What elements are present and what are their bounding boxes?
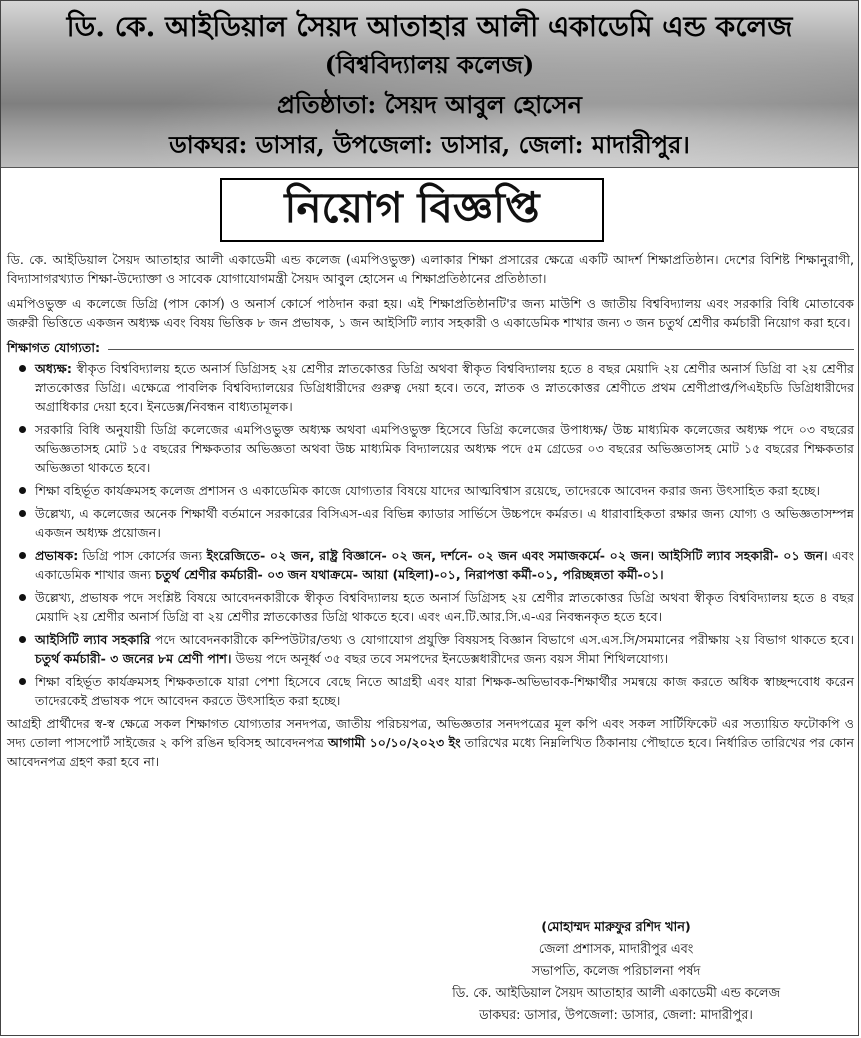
institution-name: ডি. কে. আইডিয়াল সৈয়দ আতাহার আলী একাডেমি এন্ড কলেজ [66, 10, 793, 43]
qualification-list [7, 359, 854, 710]
list-item [7, 359, 854, 416]
note-text: উল্লেখ্য, এ কলেজের অনেক শিক্ষার্থী বর্তমানে সরকারের বিসিএস-এর বিভিন্ন ক্যাডার সার্ভিসে উচ্চপদে কর্মরত। এ ধারাবাহিকতা রক্ষার জন্য যোগ্য ও অভিজ্ঞতাসম্পন্ন একজন অধ্যক্ষ প্রয়োজন। [35, 506, 854, 540]
bullet-icon [19, 426, 26, 433]
staff-requirement: চতুর্থ কর্মচারী- ৩ জনের ৮ম শ্রেণী পাশ। [35, 651, 232, 666]
teaching-encouragement-text: শিক্ষা বহির্ভূত কার্যক্রমসহ শিক্ষকতাকে যারা পেশা হিসেবে বেছে নিতে আগ্রহী এবং যারা শিক্ষক-অভিভাবক-শিক্ষার্থীর সমন্বয়ে কাজ করতে অধিক স্বাচ্ছন্দবোধ করেন তাদেরকেই প্রভাষক পদে আবেদন করতে উৎসাহিত করা হচ্ছে। [35, 674, 854, 708]
deadline: আগামী ১০/১০/২০২৩ ইং [327, 735, 461, 750]
notice-title: নিয়োগ বিজ্ঞপ্তি [220, 178, 604, 242]
bullet-icon [19, 678, 26, 685]
signatory-address: ডাকঘর: ডাসার, উপজেলা: ডাসার, জেলা: মাদারীপুর। [479, 1008, 753, 1023]
instructions-text: আগ্রহী প্রার্থীদের স্ব-স্ব ক্ষেত্রে সকল শিক্ষাগত যোগ্যতার সনদপত্র, জাতীয় পরিচয়পত্র, অভিজ্ঞতার সনদপত্রের মূল কপি এবং সকল সার্টিফিকেট এর সত্যায়িত ফটোকপি ও সদ্য তোলা পাসপোর্ট সাইজের ২ কপি রঙিন ছবিসহ আবেদনপত্র [7, 716, 854, 750]
bullet-icon [19, 636, 26, 643]
signature-block [396, 917, 836, 1027]
academic-branch-text: এবং একাডেমিক শাখার জন্য [35, 548, 855, 582]
list-item [7, 504, 854, 542]
bullet-icon [19, 487, 26, 494]
bullet-icon [19, 365, 26, 372]
list-item [7, 420, 854, 477]
age-limit-text: উভয় পদে অনূর্ধ্ব ৩৫ বছর তবে সমপদের ইনডেক্সধারীদের জন্য বয়স সীমা শিথিলযোগ্য। [231, 651, 669, 666]
list-item [7, 546, 854, 584]
list-item [7, 588, 854, 626]
staff-posts: চতুর্থ শ্রেণীর কর্মচারী- ০৩ জন যথাক্রমে- আয়া (মহিলা)-০১, নিরাপত্তা কর্মী-০১, পরিচ্ছন্নতা কর্মী-০১। [155, 567, 664, 582]
header-banner [1, 1, 858, 168]
lecturer-text: ডিগ্রি পাস কোর্সের জন্য [78, 548, 207, 563]
qualifications-label: শিক্ষাগত যোগ্যতা: [7, 340, 101, 355]
list-item [7, 481, 854, 500]
experience-text: সরকারি বিধি অনুযায়ী ডিগ্রি কলেজের এমপিওভুক্ত অধ্যক্ষ অথবা এমপিওভুক্ত হিসেবে ডিগ্রি কলেজের উপাধ্যক্ষ/ উচ্চ মাধ্যমিক কলেজের অধ্যক্ষ পদে ০৩ বছরের অভিজ্ঞতাসহ মোট ১৫ বছরের শিক্ষকতার অভিজ্ঞতা অথবা উচ্চ মাধ্যমিক বিদ্যালয়ের অধ্যক্ষ পদে ৫ম গ্রেডের ০৩ বছরের অভিজ্ঞতাসহ মোট ১৫ বছরের শিক্ষকতার অভিজ্ঞতা থাকতে হবে। [35, 422, 854, 475]
list-item [7, 630, 854, 668]
intro-paragraph-1: ডি. কে. আইডিয়াল সৈয়দ আতাহার আলী একাডেমী এন্ড কলেজ (এমপিওভুক্ত) এলাকার শিক্ষা প্রসারের ক্ষেত্রে একটি আদর্শ শিক্ষাপ্রতিষ্ঠান। দেশের বিশিষ্ট শিক্ষানুরাগী, বিদ্যাসাগরখ্যাত শিক্ষা-উদ্যোক্তা ও সাবেক যোগাযোগমন্ত্রী সৈয়দ আবুল হোসেন এ শিক্ষাপ্রতিষ্ঠানের প্রতিষ্ঠাতা। [7, 252, 854, 286]
principal-text: স্বীকৃত বিশ্ববিদ্যালয় হতে অনার্স ডিগ্রিসহ ২য় শ্রেণীর স্নাতকোত্তর ডিগ্রি অথবা স্বীকৃত বিশ্ববিদ্যালয় হতে ৪ বছর মেয়াদি ২য় শ্রেণীর অনার্স ডিগ্রি বা ২য় শ্রেণীর স্নাতকোত্তর ডিগ্রি। এক্ষেত্রে পাবলিক বিশ্ববিদ্যালয়ের ডিগ্রিধারীদের গুরুত্ব দেয়া হবে। তবে, স্নাতক ও স্নাতকোত্তর শ্রেণীতে প্রথম শ্রেণীপ্রাপ্ত/পিএইচডি ডিগ্রিধারীদের অগ্রাধিকার দেয়া হবে। ইনডেক্স/নিবন্ধন বাধ্যতামূলক। [35, 361, 854, 414]
signatory-institution: ডি. কে. আইডিয়াল সৈয়দ আতাহার আলী একাডেমী এন্ড কলেজ [452, 986, 780, 1001]
encouragement-text: শিক্ষা বহির্ভূত কার্যক্রমসহ কলেজ প্রশাসন ও একাডেমিক কাজে যোগ্যতার বিষয়ে যাদের আত্মবিশ্বাস রয়েছে, তাদেরকে আবেদন করার জন্য উৎসাহিত করা হচ্ছে। [35, 483, 820, 498]
ict-label: আইসিটি ল্যাব সহকারি [35, 632, 151, 647]
signatory-name: (মোহাম্মদ মারুফুর রশিদ খান) [541, 920, 691, 935]
institution-type: (বিশ্ববিদ্যালয় কলেজ) [324, 50, 535, 79]
intro-paragraph-2: এমপিওভুক্ত এ কলেজে ডিগ্রি (পাস কোর্স) ও অনার্স কোর্সে পাঠদান করা হয়। এই শিক্ষাপ্রতিষ্ঠানটি'র জন্য মাউশি ও জাতীয় বিশ্ববিদ্যালয় এবং সরকারি বিধি মোতাবেক জরুরী ভিত্তিতে একজন অধ্যক্ষ এবং বিষয় ভিত্তিক ৮ জন প্রভাষক, ১ জন আইসিটি ল্যাব সহকারী ও একাডেমিক শাখার জন্য ৩ জন চতুর্থ শ্রেণীর কর্মচারী নিয়োগ করা হবে। [7, 296, 854, 330]
signatory-title-1: জেলা প্রশাসক, মাদারীপুর এবং [538, 942, 694, 957]
principal-label: অধ্যক্ষ: [35, 361, 72, 376]
divider [108, 349, 854, 350]
lecturer-label: প্রভাষক: [35, 548, 79, 563]
lecturer-posts: ইংরেজিতে- ০২ জন, রাষ্ট্র বিজ্ঞানে- ০২ জন, দর্শনে- ০২ জন এবং সমাজকর্মে- ০২ জন। আইসিটি ল্যাব সহকারী- ০১ জন। [206, 548, 828, 563]
notice-body [7, 250, 854, 771]
bullet-icon [19, 552, 26, 559]
ict-text: পদে আবেদনকারীকে কম্পিউটার/তথ্য ও যোগাযোগ প্রযুক্তি বিষয়সহ বিজ্ঞান বিভাগে এস.এস.সি/সমমানের পরীক্ষায় ২য় বিভাগ থাকতে হবে। [150, 632, 854, 647]
lecturer-requirement-text: উল্লেখ্য, প্রভাষক পদে সংশ্লিষ্ট বিষয়ে আবেদনকারীকে স্বীকৃত বিশ্ববিদ্যালয় হতে অনার্স ডিগ্রিসহ ২য় শ্রেণীর স্নাতকোত্তর ডিগ্রি অথবা স্বীকৃত বিশ্ববিদ্যালয় হতে ৪ বছর মেয়াদি ২য় শ্রেণীর অনার্স ডিগ্রি বা ২য় শ্রেণীর স্নাতকোত্তর ডিগ্রি থাকতে হবে। এবং এন.টি.আর.সি.এ-এর নিবন্ধনকৃত হতে হবে। [35, 590, 854, 624]
address-line: ডাকঘর: ডাসার, উপজেলা: ডাসার, জেলা: মাদারীপুর। [169, 130, 690, 159]
signatory-title-2: সভাপতি, কলেজ পরিচালনা পর্ষদ [531, 964, 701, 979]
bullet-icon [19, 510, 26, 517]
qualifications-heading [7, 338, 854, 357]
founder-line: প্রতিষ্ঠাতা: সৈয়দ আবুল হোসেন [277, 90, 582, 119]
list-item [7, 672, 854, 710]
application-instructions [7, 714, 854, 771]
instructions-tail: তারিখের মধ্যে নিম্নলিখিত ঠিকানায় পৌছাতে হবে। নির্ধারিত তারিখের পর কোন আবেদনপত্র গ্রহণ করা হবে না। [7, 735, 855, 769]
bullet-icon [19, 594, 26, 601]
